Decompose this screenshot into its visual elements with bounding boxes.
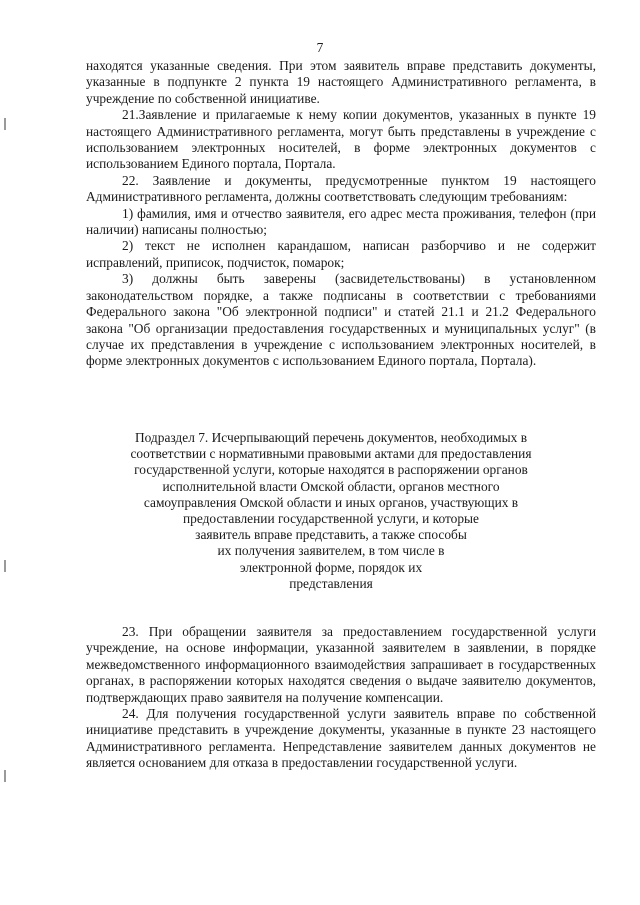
bottom-text-block xyxy=(86,624,596,772)
paragraph-22: 22. Заявление и документы, предусмотренные пунктом 19 настоящего Административного регламента, должны соответствовать следующим требованиям: xyxy=(86,172,596,205)
paragraph-23: 23. При обращении заявителя за предоставлением государственной услуги учреждение, на основе информации, указанной заявителем в заявлении, в порядке межведомственного информационного взаимодействия запрашивает в государственных органах, в распоряжении которых находятся сведения о выдаче заявителю документов, подтверждающих право заявителя на получение компенсации. xyxy=(86,624,596,705)
page-number: 7 xyxy=(316,40,324,55)
heading-line: соответствии с нормативными правовыми актами для предоставления xyxy=(130,446,532,462)
top-text-block xyxy=(86,58,596,370)
paragraph-22-2: 2) текст не исполнен карандашом, написан разборчиво и не содержит исправлений, приписок, подчисток, помарок; xyxy=(86,238,596,270)
heading-line: представления xyxy=(289,575,373,591)
heading-line: Подраздел 7. Исчерпывающий перечень документов, необходимых в xyxy=(134,430,528,445)
subsection-heading xyxy=(96,430,566,592)
paragraph-cont: находятся указанные сведения. При этом заявитель вправе представить документы, указанные в подпункте 2 пункта 19 настоящего Административного регламента, в учреждение по собственной инициативе. xyxy=(86,58,596,106)
heading-line: самоуправления Омской области и иных органов, участвующих в xyxy=(143,494,519,510)
heading-line: электронной форме, порядок их xyxy=(239,559,423,575)
paragraph-24: 24. Для получения государственной услуги заявитель вправе по собственной инициативе представить в учреждение документы, указанные в пункте 23 настоящего Административного регламента. Непредставление заявителем данных документов не является основанием для отказа в предоставлении государственной услуги. xyxy=(86,706,596,771)
scan-edge-mark xyxy=(4,118,6,130)
heading-line: заявитель вправе представить, а также способы xyxy=(195,527,467,543)
paragraph-22-1: 1) фамилия, имя и отчество заявителя, его адрес места проживания, телефон (при наличии) написаны полностью; xyxy=(86,205,596,238)
heading-line: государственной услуги, которые находятся в распоряжении органов xyxy=(134,462,528,478)
heading-line: исполнительной власти Омской области, органов местного xyxy=(162,478,500,494)
scan-edge-mark xyxy=(4,770,6,782)
scan-edge-mark xyxy=(4,560,6,572)
paragraph-22-3: 3) должны быть заверены (засвидетельствованы) в установленном законодательством порядке, а также подписаны в соответствии с требованиями Федерального закона "Об электронной подписи" и статей 21.1 и 21.2 Федерального закона "Об организации предоставления государственных и муниципальных услуг" (в случае их представления в учреждение с использованием электронных носителей, в форме электронных документов с использованием Единого портала, Портала). xyxy=(86,271,596,369)
paragraph-21: 21.Заявление и прилагаемые к нему копии документов, указанных в пункте 19 настоящего Административного регламента, могут быть представлены в учреждение с использованием электронных носителей, в форме электронных документов с использованием Единого портала, Портала. xyxy=(86,107,596,172)
heading-line: предоставлении государственной услуги, и которые xyxy=(182,511,479,527)
heading-line: их получения заявителем, в том числе в xyxy=(217,543,445,559)
